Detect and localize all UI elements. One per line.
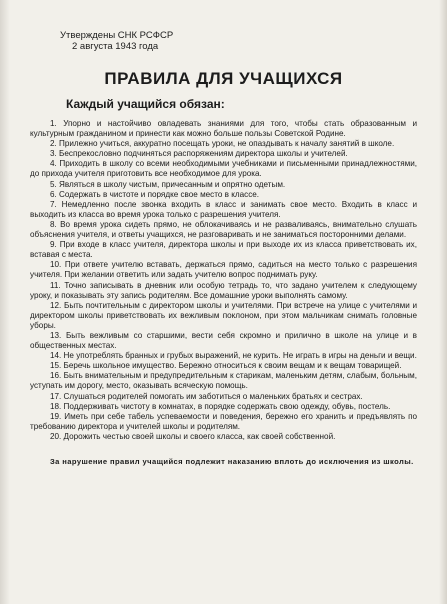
- rule-item: 2. Прилежно учиться, аккуратно посещать уроки, не опаздывать к началу занятий в школе.: [50, 139, 395, 149]
- rule-item: 8. Во время урока сидеть прямо, не облокачиваясь и не разваливаясь, внимательно слушать объяснения учителя, и ответы учащихся, не разговаривать и не заниматься посторонними делами.: [30, 219, 417, 240]
- rule-item: 17. Слушаться родителей помогать им заботиться о маленьких братьях и сестрах.: [50, 391, 363, 401]
- document-subtitle: Каждый учащийся обязан:: [66, 97, 225, 111]
- rule-item: 14. Не употреблять бранных и грубых выражений, не курить. Не играть в игры на деньги и вещи.: [50, 351, 417, 361]
- rule-item: 20. Дорожить честью своей школы и своего класса, как своей собственной.: [50, 431, 336, 441]
- rule-item: 19. Иметь при себе табель успеваемости и поведения, бережно его хранить и предъявлять по требованию директора и учителей школы и родителям.: [30, 411, 417, 431]
- rule-item: 1. Упорно и настойчиво овладевать знаниями для того, чтобы стать образованным и культурным гражданином и принести как можно больше пользы Советской Родине.: [30, 119, 417, 139]
- approval-note: [60, 30, 417, 52]
- rule-item: 5. Являться в школу чистым, причесанным и опрятно одетым.: [50, 179, 286, 189]
- rule-item: 15. Беречь школьное имущество. Бережно относиться к своим вещам и к вещам товарищей.: [50, 361, 402, 371]
- rule-item: 7. Немедленно после звонка входить в класс и занимать свое место. Входить в класс и выходить из класса во время урока только с разрешения учителя.: [30, 199, 417, 219]
- rule-item: 10. При ответе учителю вставать, держаться прямо, садиться на место только с разрешения учителя. При желании ответить или задать учителю вопрос поднимать руку.: [30, 260, 417, 280]
- rule-item: 13. Быть вежливым со старшими, вести себя скромно и прилично в школе на улице и в общественных местах.: [30, 330, 417, 351]
- rule-item: 18. Поддерживать чистоту в комнатах, в порядке содержать свою одежду, обувь, постель.: [50, 401, 391, 411]
- rule-item: 9. При входе в класс учителя, директора школы и при выходе их из класса приветствовать их, вставая с места.: [30, 240, 417, 260]
- approval-line-2: 2 августа 1943 года: [72, 41, 159, 52]
- rule-item: 16. Быть внимательным и предупредительным к старикам, маленьким детям, слабым, больным, уступать им дорогу, место, оказывать всяческую помощь.: [30, 371, 417, 391]
- penalty-note: За нарушение правил учащийся подлежит наказанию вплоть до исключения из школы.: [50, 457, 414, 466]
- approval-line-1: Утверждены СНК РСФСР: [60, 30, 174, 41]
- rule-item: 4. Приходить в школу со всеми необходимыми учебниками и письменными принадлежностями, до прихода учителя приготовить все необходимое для урока.: [30, 159, 417, 179]
- document-title: ПРАВИЛА ДЛЯ УЧАЩИХСЯ: [104, 69, 343, 88]
- rule-item: 6. Содержать в чистоте и порядке свое место в классе.: [50, 189, 260, 199]
- paper-edge-left: [0, 0, 10, 604]
- rule-item: 12. Быть почтительным с директором школы и учителями. При встрече на улице с учителями и директором школы приветствовать их вежливым поклоном, при этом мальчикам снимать головные уборы.: [30, 300, 417, 330]
- rule-item: 3. Беспрекословно подчиняться распоряжениям директора школы и учителей.: [50, 149, 348, 159]
- rules-list: [30, 119, 417, 442]
- paper-edge-right: [439, 0, 447, 604]
- rule-item: 11. Точно записывать в дневник или особую тетрадь то, что задано учителем к следующему уроку, и показывать эту запись родителям. Все домашние уроки выполнять самому.: [30, 280, 417, 300]
